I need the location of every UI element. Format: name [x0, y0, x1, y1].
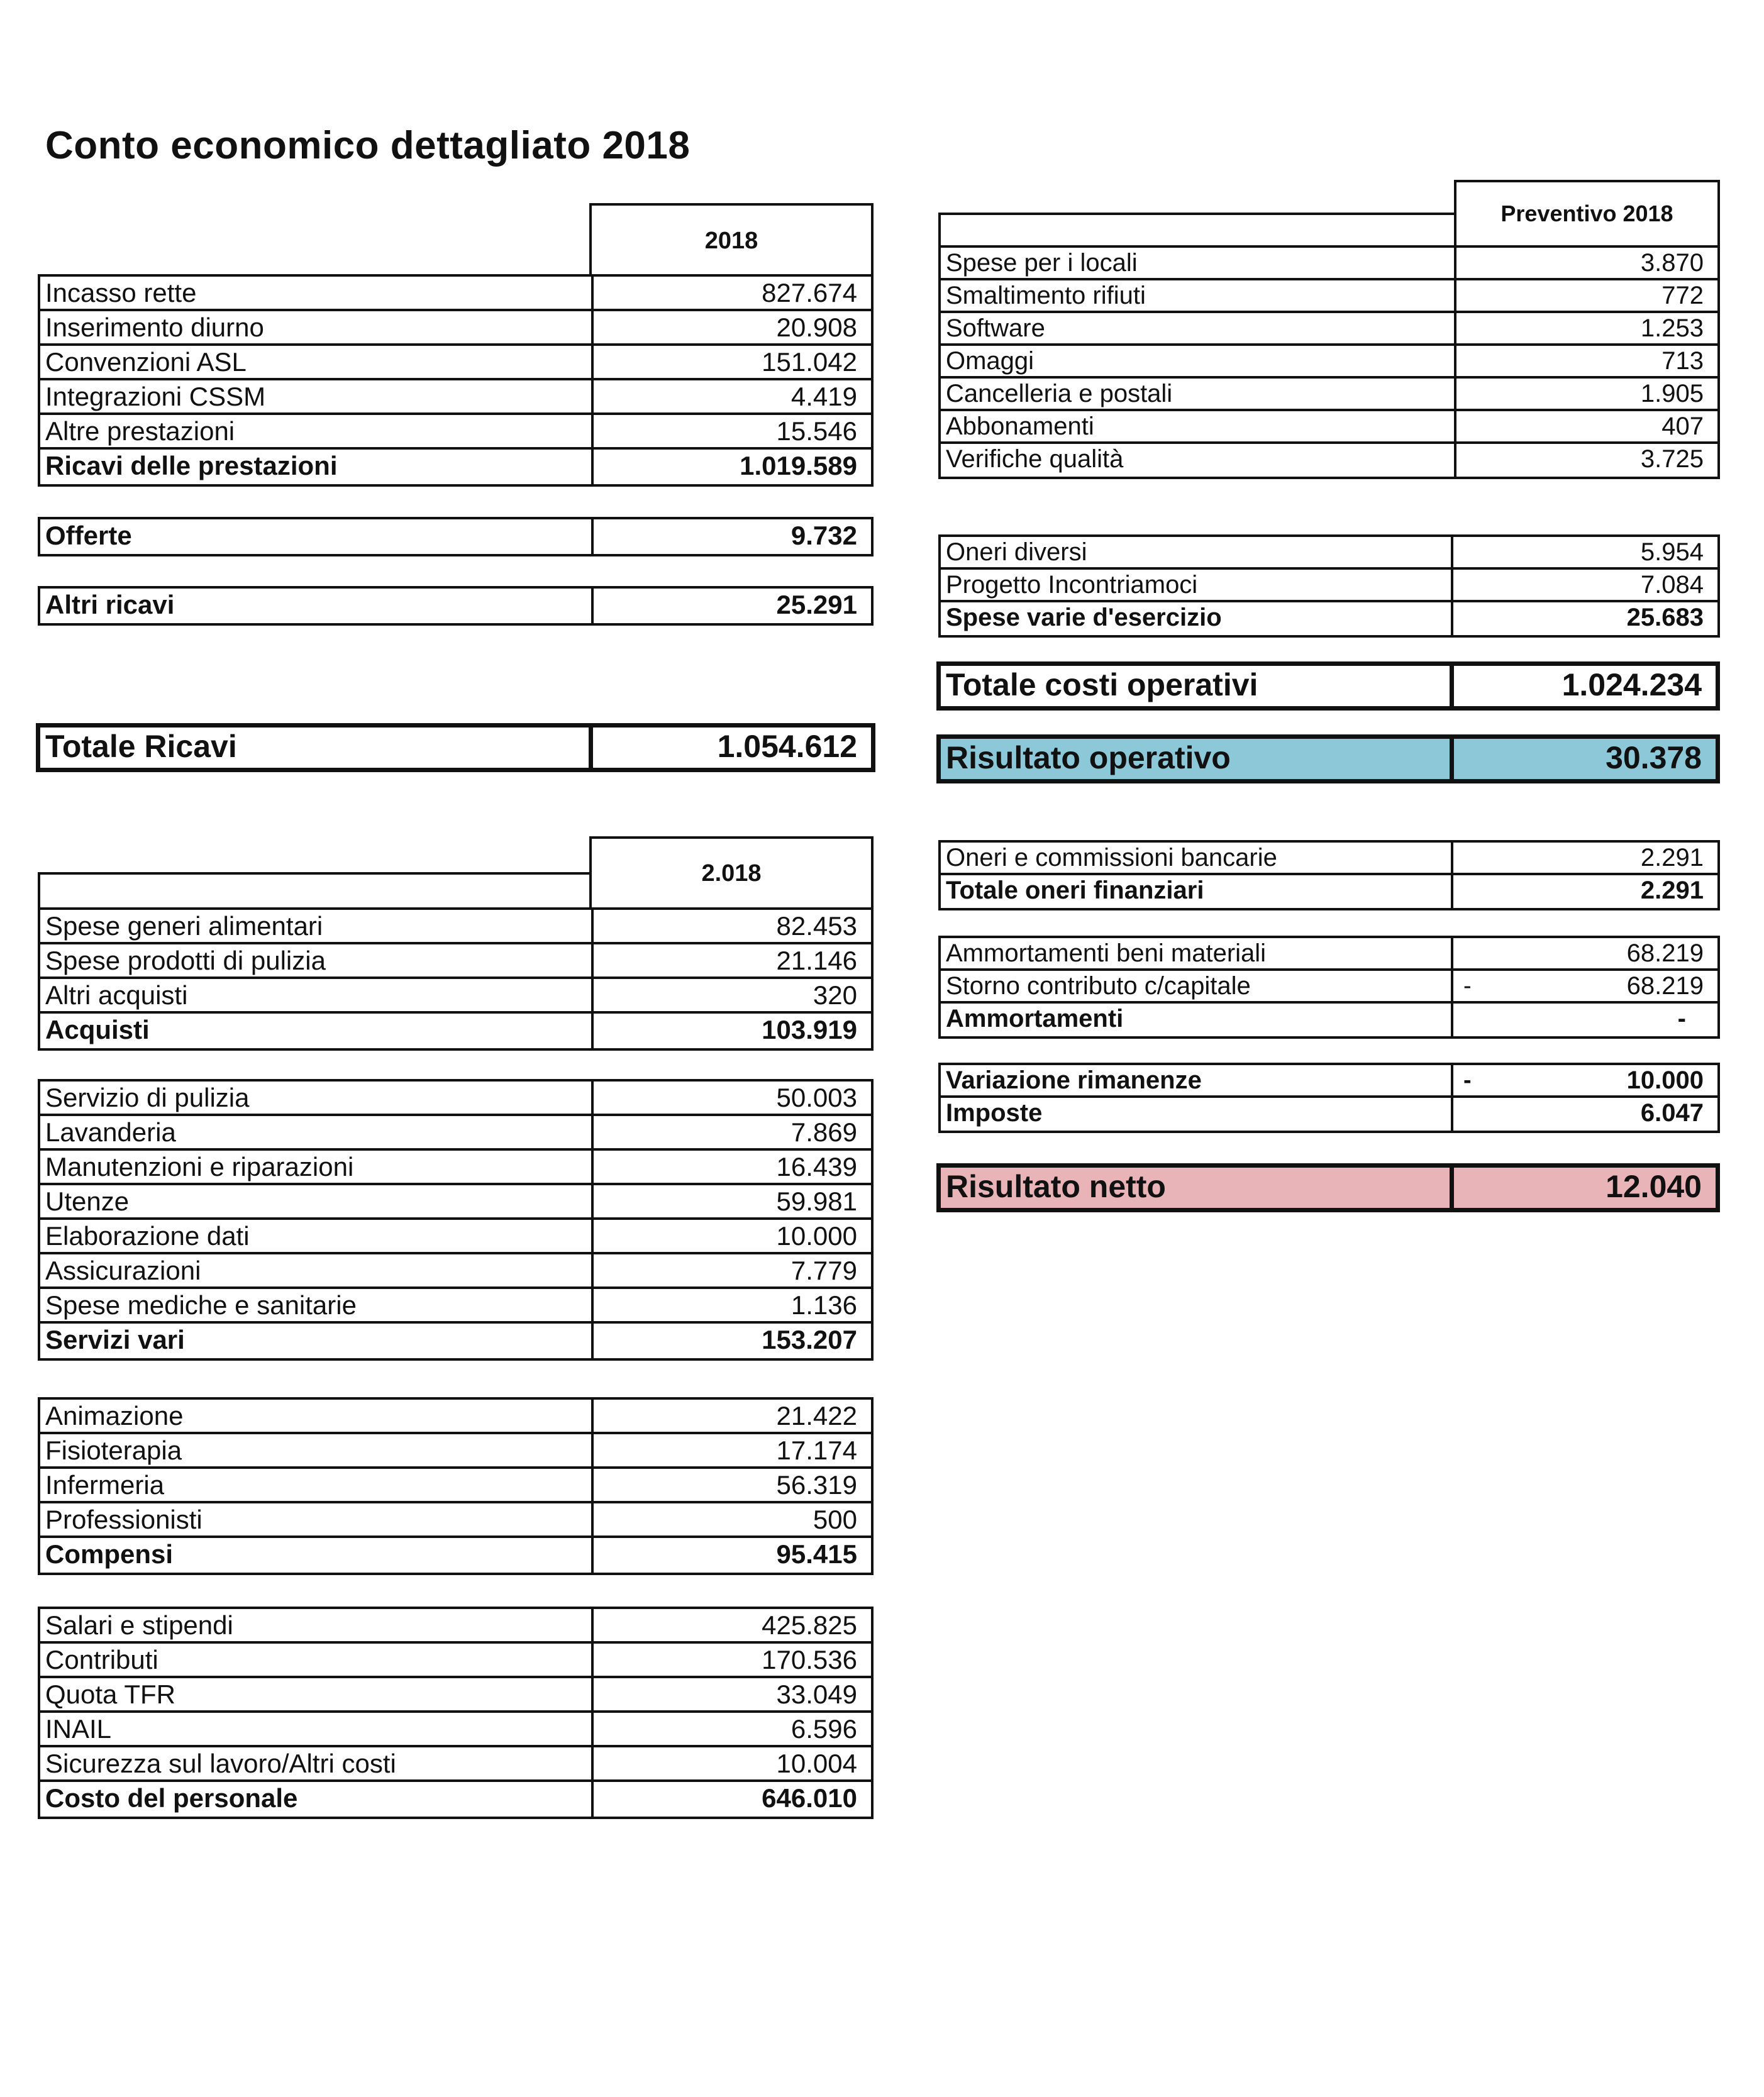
row-value: 25.683: [1626, 604, 1704, 631]
sign-marker: -: [1463, 973, 1472, 999]
table-row: [40, 415, 871, 450]
ammortamenti-table: [938, 936, 1720, 1039]
value-text: 6.047: [1640, 1099, 1704, 1127]
row-value: 3.725: [1640, 445, 1704, 473]
row-label: Storno contributo c/capitale: [941, 971, 1453, 1001]
row-label: Contributi: [40, 1644, 594, 1676]
row-value: 772: [1661, 282, 1704, 309]
table-row: [40, 979, 871, 1014]
table-row: [941, 1098, 1717, 1131]
table-row: [40, 1400, 871, 1434]
subtotal-row: [941, 602, 1717, 635]
row-label: Infermeria: [40, 1469, 594, 1501]
row-label: INAIL: [40, 1713, 594, 1745]
table-row: [40, 346, 871, 380]
row-value: 5.954: [1640, 538, 1704, 566]
row-label: Oneri diversi: [941, 537, 1453, 567]
table-row: [40, 519, 871, 554]
risultato-operativo-table: [936, 734, 1720, 783]
table-row: [941, 938, 1717, 971]
spese-header-blank: [938, 213, 1456, 248]
row-label: Altre prestazioni: [40, 415, 594, 447]
value-text: 68.219: [1626, 972, 1704, 1000]
row-value: 1.253: [1640, 314, 1704, 342]
preventivo-header-text: Preventivo 2018: [1501, 201, 1673, 226]
table-row: [941, 379, 1717, 411]
row-label: Progetto Incontriamoci: [941, 570, 1453, 600]
row-value: 17.174: [776, 1436, 857, 1465]
table-row: [40, 1185, 871, 1220]
value-text: 68.219: [1626, 939, 1704, 967]
row-label: Acquisti: [40, 1014, 594, 1048]
row-value: 2.291: [1640, 877, 1704, 904]
value-text: 10.000: [1626, 1066, 1704, 1094]
table-row: [40, 589, 871, 623]
row-value: 6.596: [790, 1714, 857, 1744]
row-value: 153.207: [762, 1325, 857, 1354]
row-label: Totale oneri finanziari: [941, 875, 1453, 908]
table-row: [941, 248, 1717, 280]
row-value: 1.019.589: [740, 451, 857, 480]
table-row: [40, 1678, 871, 1713]
table-row: [40, 944, 871, 979]
subtotal-row: [40, 1014, 871, 1048]
row-value: 10.004: [776, 1749, 857, 1778]
row-value: [1453, 938, 1717, 968]
row-label: Lavanderia: [40, 1116, 594, 1148]
row-label: Animazione: [40, 1400, 594, 1432]
table-row: [40, 1469, 871, 1503]
row-value: 827.674: [762, 278, 857, 307]
table-row: [941, 411, 1717, 444]
table-row: [941, 843, 1717, 875]
table-row: [40, 311, 871, 346]
row-label: Integrazioni CSSM: [40, 380, 594, 412]
sign-marker: -: [1463, 1067, 1472, 1093]
ricavi-table: [38, 274, 874, 487]
table-row: [40, 1151, 871, 1185]
row-value: 56.319: [776, 1470, 857, 1500]
row-label: Ammortamenti beni materiali: [941, 938, 1453, 968]
row-value: 30.378: [1606, 740, 1702, 775]
row-label: Spese prodotti di pulizia: [40, 944, 594, 977]
subtotal-row: [40, 1538, 871, 1573]
spese-table: [938, 245, 1720, 479]
result-row: [941, 739, 1716, 779]
table-row: [941, 346, 1717, 379]
row-label: Assicurazioni: [40, 1254, 594, 1286]
row-label: Totale costi operativi: [941, 666, 1454, 706]
subtotal-row: [941, 1004, 1717, 1036]
row-label: Smaltimento rifiuti: [941, 280, 1456, 311]
row-label: Compensi: [40, 1538, 594, 1573]
costi-year-header-text: 2.018: [701, 860, 762, 887]
row-value: 7.869: [790, 1117, 857, 1147]
row-value: 1.136: [790, 1290, 857, 1320]
row-label: Costo del personale: [40, 1782, 594, 1817]
table-row: [941, 537, 1717, 570]
row-value: 646.010: [762, 1783, 857, 1813]
personale-table: [38, 1607, 874, 1819]
row-value: 95.415: [776, 1539, 857, 1569]
table-row: [40, 1254, 871, 1289]
row-value: 151.042: [762, 347, 857, 377]
row-label: Quota TFR: [40, 1678, 594, 1710]
row-value: 10.000: [776, 1221, 857, 1251]
row-label: Variazione rimanenze: [941, 1065, 1453, 1095]
row-label: Salari e stipendi: [40, 1609, 594, 1641]
offerte-table: [38, 517, 874, 556]
table-row: [40, 1747, 871, 1782]
row-value: 21.422: [776, 1401, 857, 1430]
row-value: 50.003: [776, 1083, 857, 1112]
row-label: Altri acquisti: [40, 979, 594, 1011]
table-row: [40, 1503, 871, 1538]
row-value: [1453, 971, 1717, 1001]
table-row: [40, 1082, 871, 1116]
table-row: [941, 570, 1717, 602]
row-value: 103.919: [762, 1015, 857, 1044]
row-value: [1453, 1004, 1717, 1036]
row-label: Professionisti: [40, 1503, 594, 1535]
variazioni-table: [938, 1063, 1720, 1133]
totale-ricavi-table: [36, 723, 875, 772]
acquisti-table: [38, 907, 874, 1051]
subtotal-row: [941, 875, 1717, 908]
row-value: 16.439: [776, 1152, 857, 1181]
table-row: [40, 277, 871, 311]
ricavi-year-header: [589, 203, 874, 279]
row-label: Cancelleria e postali: [941, 379, 1456, 409]
row-label: Totale Ricavi: [40, 728, 593, 768]
oneri-table: [938, 534, 1720, 638]
table-row: [40, 910, 871, 944]
row-value: 320: [813, 980, 857, 1010]
row-label: Convenzioni ASL: [40, 346, 594, 378]
row-label: Incasso rette: [40, 277, 594, 309]
row-label: Imposte: [941, 1098, 1453, 1131]
row-label: Servizi vari: [40, 1324, 594, 1358]
row-label: Inserimento diurno: [40, 311, 594, 343]
row-label: Verifiche qualità: [941, 444, 1456, 477]
totale-costi-table: [936, 661, 1720, 711]
row-label: Oneri e commissioni bancarie: [941, 843, 1453, 873]
row-label: Altri ricavi: [40, 589, 594, 623]
row-label: Omaggi: [941, 346, 1456, 376]
table-row: [941, 313, 1717, 346]
row-value: 25.291: [776, 590, 857, 619]
row-value: 15.546: [776, 416, 857, 446]
table-row: [40, 1644, 871, 1678]
row-value: 20.908: [776, 313, 857, 342]
row-label: Risultato operativo: [941, 739, 1454, 779]
row-value: 1.905: [1640, 380, 1704, 407]
row-label: Spese varie d'esercizio: [941, 602, 1453, 635]
row-value: 3.870: [1640, 249, 1704, 277]
row-value: 33.049: [776, 1679, 857, 1709]
row-value: 82.453: [776, 911, 857, 941]
table-row: [40, 380, 871, 415]
table-row: [40, 1434, 871, 1469]
row-label: Abbonamenti: [941, 411, 1456, 441]
row-label: Manutenzioni e riparazioni: [40, 1151, 594, 1183]
row-value: 170.536: [762, 1645, 857, 1674]
risultato-netto-table: [936, 1163, 1720, 1212]
table-row: [40, 1116, 871, 1151]
total-row: [941, 666, 1716, 706]
subtotal-row: [40, 1324, 871, 1358]
row-value: 713: [1661, 347, 1704, 375]
table-row: [40, 1713, 871, 1747]
preventivo-header: [1454, 180, 1720, 248]
costi-header-blank: [38, 872, 592, 910]
table-row: [40, 1220, 871, 1254]
row-value: [1453, 1065, 1717, 1095]
row-value: 1.054.612: [717, 729, 857, 764]
table-row: [941, 1065, 1717, 1098]
altri-ricavi-table: [38, 586, 874, 626]
row-label: Spese per i locali: [941, 248, 1456, 278]
subtotal-row: [40, 1782, 871, 1817]
row-value: 407: [1661, 412, 1704, 440]
row-value: [1453, 1098, 1717, 1131]
table-row: [941, 444, 1717, 477]
row-value: 500: [813, 1505, 857, 1534]
subtotal-row: [40, 450, 871, 484]
row-label: Ammortamenti: [941, 1004, 1453, 1036]
row-value: 59.981: [776, 1187, 857, 1216]
costi-year-header: [589, 836, 874, 910]
page-title: Conto economico dettagliato 2018: [45, 124, 691, 167]
total-row: [40, 728, 871, 768]
row-value: 21.146: [776, 946, 857, 975]
row-value: 1.024.234: [1562, 667, 1702, 702]
row-value: 425.825: [762, 1610, 857, 1640]
servizi-table: [38, 1079, 874, 1361]
ricavi-year-header-text: 2018: [704, 228, 758, 254]
table-row: [941, 971, 1717, 1004]
row-label: Sicurezza sul lavoro/Altri costi: [40, 1747, 594, 1779]
row-label: Servizio di pulizia: [40, 1082, 594, 1114]
row-label: Offerte: [40, 519, 594, 554]
row-label: Software: [941, 313, 1456, 343]
row-value: 4.419: [790, 382, 857, 411]
table-row: [40, 1609, 871, 1644]
row-label: Spese generi alimentari: [40, 910, 594, 942]
row-value: 12.040: [1606, 1169, 1702, 1204]
finanziari-table: [938, 840, 1720, 910]
table-row: [941, 280, 1717, 313]
row-label: Spese mediche e sanitarie: [40, 1289, 594, 1321]
row-label: Ricavi delle prestazioni: [40, 450, 594, 484]
row-label: Fisioterapia: [40, 1434, 594, 1466]
row-value: 7.084: [1640, 571, 1704, 599]
row-value: 9.732: [790, 521, 857, 550]
row-value: 2.291: [1640, 844, 1704, 871]
result-row: [941, 1168, 1716, 1208]
compensi-table: [38, 1397, 874, 1575]
row-label: Elaborazione dati: [40, 1220, 594, 1252]
row-label: Utenze: [40, 1185, 594, 1217]
table-row: [40, 1289, 871, 1324]
value-text: -: [1677, 1005, 1686, 1032]
row-value: 7.779: [790, 1256, 857, 1285]
row-label: Risultato netto: [941, 1168, 1454, 1208]
